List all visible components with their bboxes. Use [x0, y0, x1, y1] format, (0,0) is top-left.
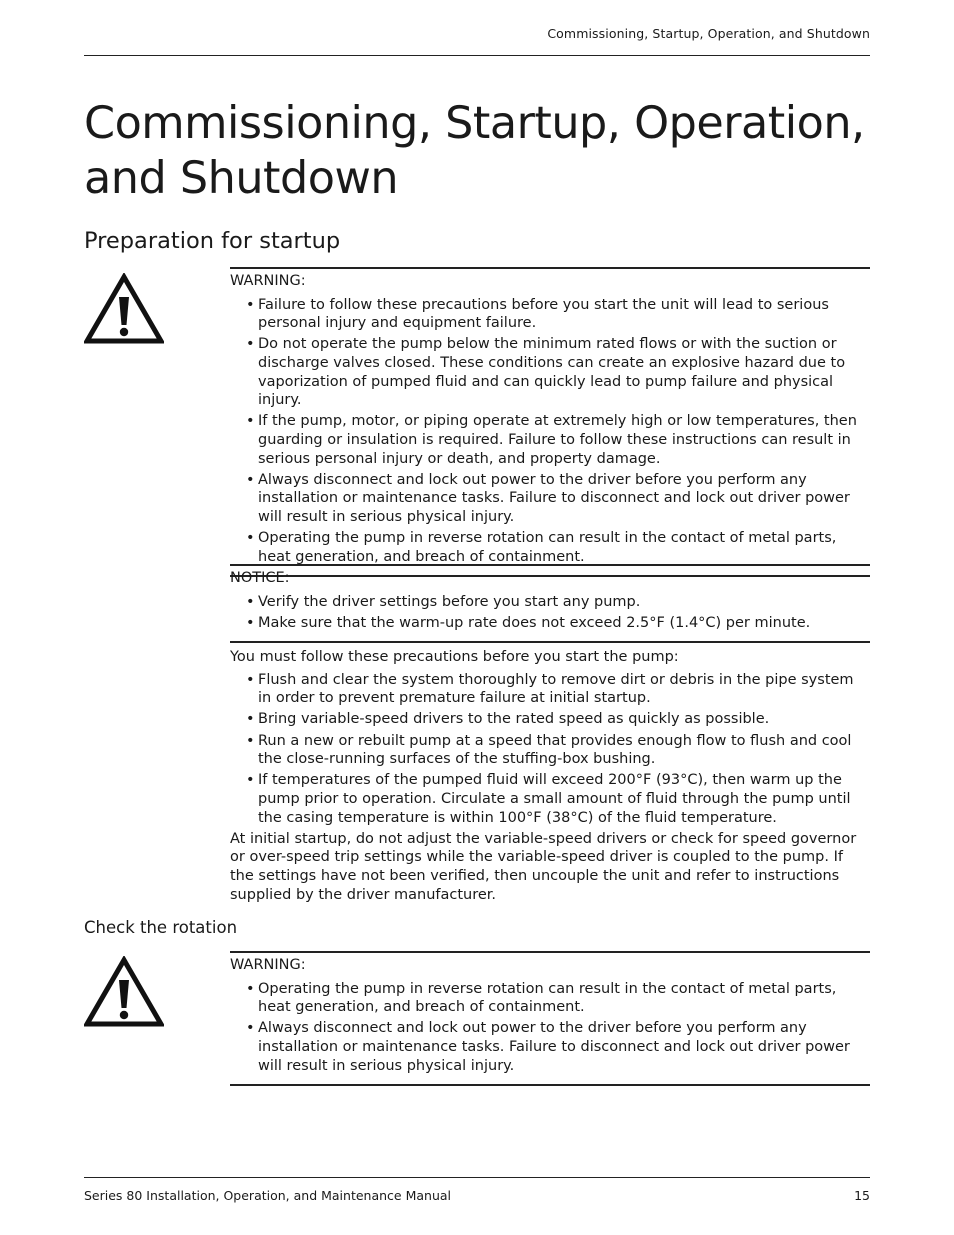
page-number: 15	[854, 1188, 870, 1203]
warning-label: WARNING:	[230, 273, 306, 289]
section-title: Preparation for startup	[84, 228, 341, 254]
warning-list	[230, 980, 870, 1076]
list-item: • Verify the driver settings before you start any pump.	[258, 593, 870, 612]
list-item: • Always disconnect and lock out power to the driver before you perform any installation or maintenance tasks. Failure to disconnect and lock out driver power will result in serious physical injury.	[258, 471, 870, 527]
list-item: • Make sure that the warm-up rate does not exceed 2.5°F (1.4°C) per minute.	[258, 614, 870, 633]
list-item: • If temperatures of the pumped fluid will exceed 200°F (93°C), then warm up the pump prior to operation. Circulate a small amount of fluid through the pump until the casing temperature is within 100°F (38°C) of the fluid temperature.	[258, 771, 870, 827]
warning-label: WARNING:	[230, 957, 306, 973]
subsection-title: Check the rotation	[84, 918, 238, 937]
list-item: • Operating the pump in reverse rotation can result in the contact of metal parts, heat generation, and breach of containment.	[258, 529, 870, 566]
list-item: • Failure to follow these precautions before you start the unit will lead to serious personal injury and equipment failure.	[258, 296, 870, 333]
list-item: • Operating the pump in reverse rotation can result in the contact of metal parts, heat generation, and breach of containment.	[258, 980, 870, 1017]
list-item: • If the pump, motor, or piping operate at extremely high or low temperatures, then guarding or insulation is required. Failure to follow these instructions can result in serious personal injury or death, and property damage.	[258, 412, 870, 468]
warning-box	[230, 267, 870, 577]
warning-triangle-icon	[84, 956, 164, 1028]
chapter-title: Commissioning, Startup, Operation, and Shutdown	[84, 98, 865, 204]
list-item: • Do not operate the pump below the minimum rated flows or with the suction or discharge valves closed. These conditions can create an explosive hazard due to vaporization of pumped fluid and can quickly lead to pump failure and physical injury.	[258, 335, 870, 409]
list-item: • Run a new or rebuilt pump at a speed that provides enough flow to flush and cool the close-running surfaces of the stuffing-box bushing.	[258, 732, 870, 769]
warning-list	[230, 296, 870, 567]
list-item: • Bring variable-speed drivers to the rated speed as quickly as possible.	[258, 710, 870, 729]
precautions-closing: At initial startup, do not adjust the variable-speed drivers or check for speed governor or over-speed trip settings while the variable-speed driver is coupled to the pump. If the settings have not been verified, then uncouple the unit and refer to instructions supplied by the driver manufacturer.	[230, 830, 857, 903]
notice-label: NOTICE:	[230, 570, 290, 586]
notice-box	[230, 564, 870, 643]
running-header: Commissioning, Startup, Operation, and Shutdown	[547, 26, 870, 41]
precautions-list	[230, 671, 870, 828]
notice-list	[230, 593, 870, 633]
warning-triangle-icon	[84, 273, 164, 345]
precautions	[230, 648, 870, 904]
rotation-warning-box	[230, 951, 870, 1086]
header-rule	[84, 55, 870, 56]
precautions-intro: You must follow these precautions before you start the pump:	[230, 649, 679, 665]
list-item: • Flush and clear the system thoroughly to remove dirt or debris in the pipe system in order to prevent premature failure at initial startup.	[258, 671, 870, 708]
list-item: • Always disconnect and lock out power to the driver before you perform any installation or maintenance tasks. Failure to disconnect and lock out driver power will result in serious physical injury.	[258, 1019, 870, 1075]
footer-manual-title: Series 80 Installation, Operation, and Maintenance Manual	[84, 1188, 452, 1203]
footer-rule	[84, 1177, 870, 1178]
